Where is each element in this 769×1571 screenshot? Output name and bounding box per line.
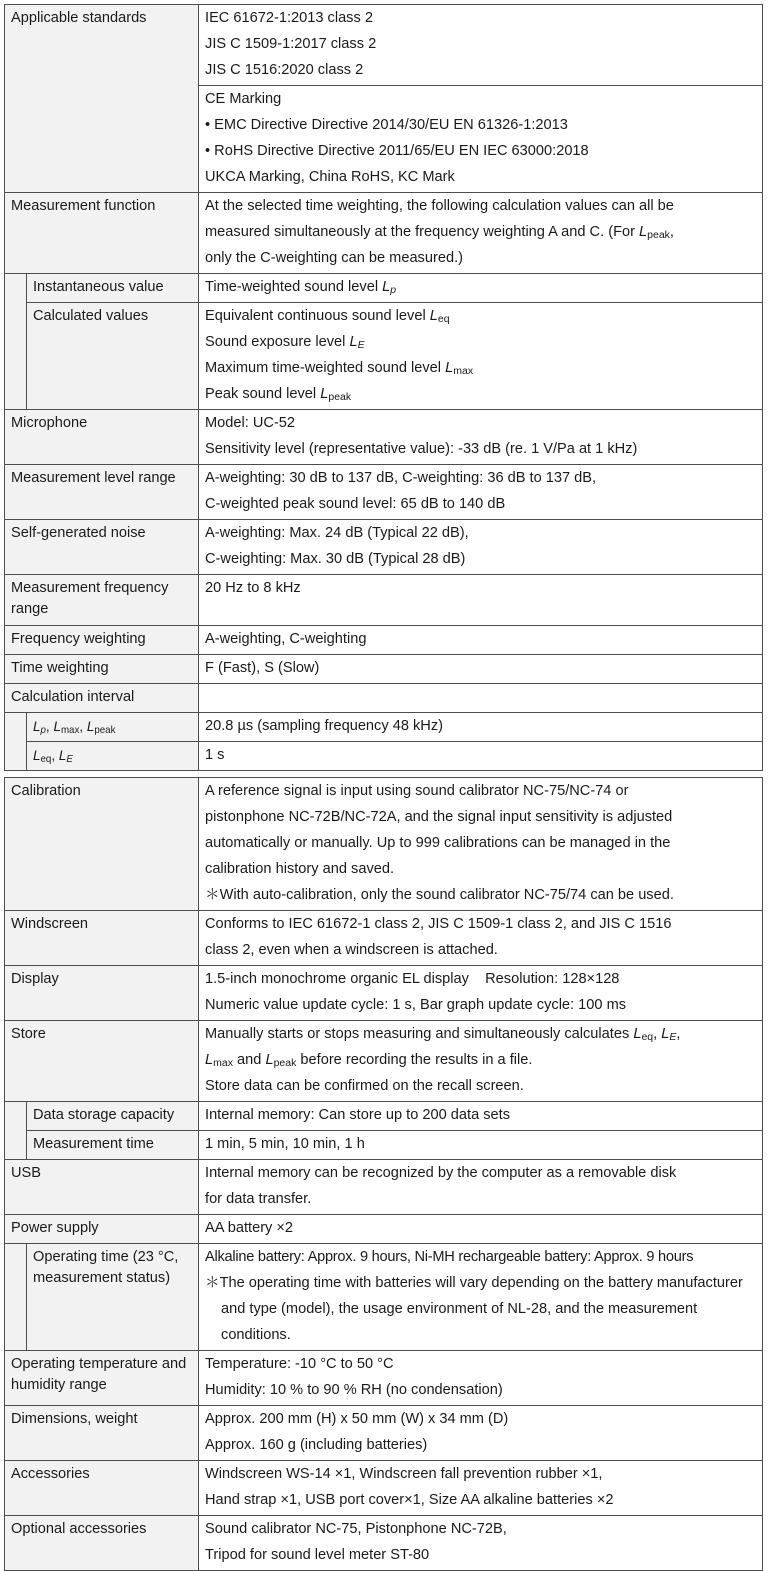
value-calculated: Equivalent continuous sound level $L_{eq}$ Sound exposure level $L_E$ Maximum time-weighted sound level $L_{max}$ Peak sound level $L_{peak}$ bbox=[199, 303, 763, 410]
label-store: Store bbox=[5, 1021, 199, 1102]
row-power-supply bbox=[5, 1215, 763, 1244]
label-operating-time: Operating time (23 °C, measurement status) bbox=[27, 1244, 199, 1351]
row-windscreen bbox=[5, 911, 763, 966]
label-dimensions: Dimensions, weight bbox=[5, 1406, 199, 1461]
standard-line: JIS C 1509-1:2017 class 2 bbox=[205, 36, 377, 52]
label-optional-accessories: Optional accessories bbox=[5, 1516, 199, 1571]
value-operating-time: Alkaline battery: Approx. 9 hours, Ni-MH rechargeable battery: Approx. 9 hours ＊The operating time with batteries will vary depending on the battery manufacturer and type (model), the usage environment of NL-28, and the measurement conditions. bbox=[199, 1244, 763, 1351]
value-instantaneous: Time-weighted sound level $L_p$ bbox=[199, 274, 763, 303]
row-calibration bbox=[5, 778, 763, 911]
label-calibration: Calibration bbox=[5, 778, 199, 911]
row-accessories bbox=[5, 1461, 763, 1516]
value-windscreen: Conforms to IEC 61672-1 class 2, JIS C 1509-1 class 2, and JIS C 1516 class 2, even when a windscreen is attached. bbox=[199, 911, 763, 966]
row-applicable-standards bbox=[5, 5, 763, 86]
value-storage-capacity: Internal memory: Can store up to 200 data sets bbox=[199, 1102, 763, 1131]
row-dimensions bbox=[5, 1406, 763, 1461]
value-power-supply: AA battery ×2 bbox=[199, 1215, 763, 1244]
separator-cell bbox=[5, 771, 763, 778]
spec-sheet bbox=[4, 4, 762, 1571]
operating-time-note: ＊The operating time with batteries will vary depending on the battery manufacturer and type (model), the usage environment of NL-28, and the measurement conditions. bbox=[205, 1275, 743, 1343]
value-measurement-function bbox=[199, 193, 763, 274]
value-self-noise: A-weighting: Max. 24 dB (Typical 22 dB), C-weighting: Max. 30 dB (Typical 28 dB) bbox=[199, 520, 763, 575]
row-display bbox=[5, 966, 763, 1021]
standard-line: UKCA Marking, China RoHS, KC Mark bbox=[205, 169, 455, 185]
indent-cell bbox=[5, 1131, 27, 1160]
value-standards-jis-iec bbox=[199, 5, 763, 86]
row-usb bbox=[5, 1160, 763, 1215]
label-level-range: Measurement level range bbox=[5, 465, 199, 520]
value-dimensions: Approx. 200 mm (H) x 50 mm (W) x 34 mm (D) Approx. 160 g (including batteries) bbox=[199, 1406, 763, 1461]
value-calc-lp: 20.8 µs (sampling frequency 48 kHz) bbox=[199, 713, 763, 742]
section-separator bbox=[5, 771, 763, 778]
row-calculated-values bbox=[5, 303, 763, 410]
row-instantaneous-value bbox=[5, 274, 763, 303]
row-store bbox=[5, 1021, 763, 1102]
label-instantaneous-value: Instantaneous value bbox=[27, 274, 199, 303]
label-power-supply: Power supply bbox=[5, 1215, 199, 1244]
indent-cell bbox=[5, 274, 27, 303]
row-time-weighting bbox=[5, 655, 763, 684]
label-calc-leq: $L_{eq}$, $L_E$ bbox=[27, 742, 199, 771]
value-microphone: Model: UC-52 Sensitivity level (representative value): -33 dB (re. 1 V/Pa at 1 kHz) bbox=[199, 410, 763, 465]
value-standards-marking bbox=[199, 86, 763, 193]
value-accessories: Windscreen WS-14 ×1, Windscreen fall prevention rubber ×1, Hand strap ×1, USB port cover×1, Size AA alkaline batteries ×2 bbox=[199, 1461, 763, 1516]
standard-line: • RoHS Directive Directive 2011/65/EU EN IEC 63000:2018 bbox=[205, 143, 589, 159]
value-temp-humidity: Temperature: -10 °C to 50 °C Humidity: 10 % to 90 % RH (no condensation) bbox=[199, 1351, 763, 1406]
standard-line: • EMC Directive Directive 2014/30/EU EN 61326-1:2013 bbox=[205, 117, 568, 133]
text-line: At the selected time weighting, the following calculation values can all be bbox=[205, 198, 674, 214]
text-line: only the C-weighting can be measured.) bbox=[205, 250, 463, 266]
value-calc-leq: 1 s bbox=[199, 742, 763, 771]
spec-table bbox=[4, 4, 763, 1571]
label-calc-lp: $L_p$, $L_{max}$, $L_{peak}$ bbox=[27, 713, 199, 742]
row-storage-capacity bbox=[5, 1102, 763, 1131]
calibration-note: ＊With auto-calibration, only the sound calibrator NC-75/74 can be used. bbox=[205, 887, 674, 903]
value-display: 1.5-inch monochrome organic EL display Resolution: 128×128 Numeric value update cycle: 1 s, Bar graph update cycle: 100 ms bbox=[199, 966, 763, 1021]
label-windscreen: Windscreen bbox=[5, 911, 199, 966]
value-frequency-range: 20 Hz to 8 kHz bbox=[199, 575, 763, 626]
text-line: measured simultaneously at the frequency weighting A and C. (For $L_{peak}$, bbox=[205, 224, 674, 242]
label-frequency-weighting: Frequency weighting bbox=[5, 626, 199, 655]
value-frequency-weighting: A-weighting, C-weighting bbox=[199, 626, 763, 655]
label-storage-capacity: Data storage capacity bbox=[27, 1102, 199, 1131]
indent-cell bbox=[5, 1102, 27, 1131]
value-measurement-time: 1 min, 5 min, 10 min, 1 h bbox=[199, 1131, 763, 1160]
value-store: Manually starts or stops measuring and simultaneously calculates $L_{eq}$, $L_E$, $L_{max}$ and $L_{peak}$ before recording the results in a file. Store data can be confirmed on the recall screen. bbox=[199, 1021, 763, 1102]
label-calculated-values: Calculated values bbox=[27, 303, 199, 410]
label-self-noise: Self-generated noise bbox=[5, 520, 199, 575]
standard-line: CE Marking bbox=[205, 91, 282, 107]
label-display: Display bbox=[5, 966, 199, 1021]
row-frequency-weighting bbox=[5, 626, 763, 655]
row-calc-interval-lp bbox=[5, 713, 763, 742]
value-time-weighting: F (Fast), S (Slow) bbox=[199, 655, 763, 684]
standard-line: IEC 61672-1:2013 class 2 bbox=[205, 10, 373, 26]
row-calc-interval bbox=[5, 684, 763, 713]
row-temp-humidity bbox=[5, 1351, 763, 1406]
row-measurement-function bbox=[5, 193, 763, 274]
label-measurement-function: Measurement function bbox=[5, 193, 199, 274]
indent-cell bbox=[5, 1244, 27, 1351]
row-optional-accessories bbox=[5, 1516, 763, 1571]
indent-cell bbox=[5, 713, 27, 742]
label-frequency-range: Measurement frequency range bbox=[5, 575, 199, 626]
label-temp-humidity: Operating temperature and humidity range bbox=[5, 1351, 199, 1406]
indent-cell bbox=[5, 303, 27, 410]
label-calc-interval: Calculation interval bbox=[5, 684, 199, 713]
value-level-range: A-weighting: 30 dB to 137 dB, C-weighting: 36 dB to 137 dB, C-weighted peak sound level: 65 dB to 140 dB bbox=[199, 465, 763, 520]
row-level-range bbox=[5, 465, 763, 520]
row-calc-interval-leq bbox=[5, 742, 763, 771]
label-usb: USB bbox=[5, 1160, 199, 1215]
label-accessories: Accessories bbox=[5, 1461, 199, 1516]
value-calc-interval-empty bbox=[199, 684, 763, 713]
row-self-noise bbox=[5, 520, 763, 575]
row-measurement-time bbox=[5, 1131, 763, 1160]
row-operating-time bbox=[5, 1244, 763, 1351]
value-optional-accessories: Sound calibrator NC-75, Pistonphone NC-72B, Tripod for sound level meter ST-80 bbox=[199, 1516, 763, 1571]
row-frequency-range bbox=[5, 575, 763, 626]
value-calibration: A reference signal is input using sound calibrator NC-75/NC-74 or pistonphone NC-72B/NC-72A, and the signal input sensitivity is adjusted automatically or manually. Up to 999 calibrations can be managed in the calibration history and saved. ＊With auto-calibration, only the sound calibrator NC-75/74 can be used. bbox=[199, 778, 763, 911]
row-microphone bbox=[5, 410, 763, 465]
label-microphone: Microphone bbox=[5, 410, 199, 465]
indent-cell bbox=[5, 742, 27, 771]
value-usb: Internal memory can be recognized by the computer as a removable disk for data transfer. bbox=[199, 1160, 763, 1215]
standard-line: JIS C 1516:2020 class 2 bbox=[205, 62, 364, 78]
label-measurement-time: Measurement time bbox=[27, 1131, 199, 1160]
label-applicable-standards: Applicable standards bbox=[5, 5, 199, 193]
label-time-weighting: Time weighting bbox=[5, 655, 199, 684]
